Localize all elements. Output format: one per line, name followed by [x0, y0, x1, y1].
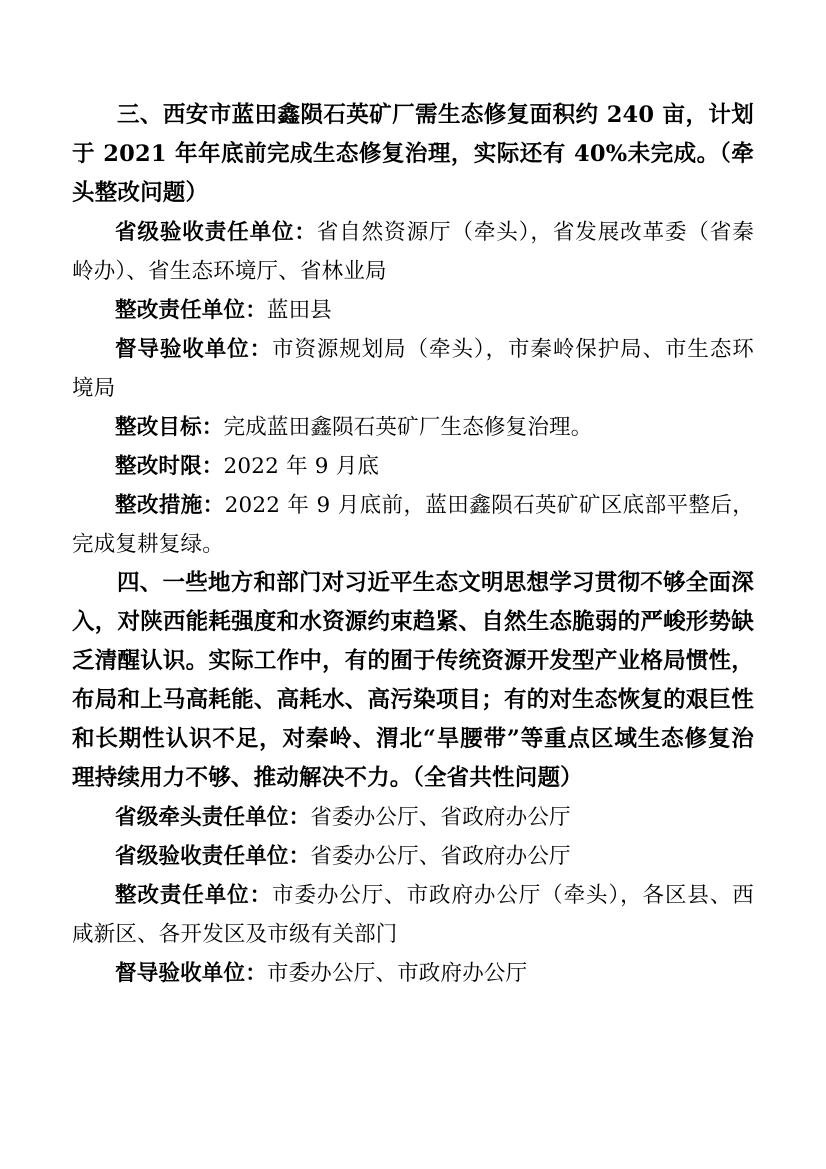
field-line [72, 291, 754, 330]
field-label: 督导验收单位： [115, 961, 267, 986]
field-line [72, 876, 754, 954]
field-value: 省委办公厅、省政府办公厅 [310, 805, 571, 830]
document-body [72, 96, 754, 993]
field-value: 市委办公厅、市政府办公厅 [266, 961, 528, 986]
field-value: 市委办公厅、市政府办公厅（牵头），各区县、西咸新区、各开发区及市级有关部门 [72, 883, 754, 947]
field-value: 省委办公厅、省政府办公厅 [310, 844, 571, 869]
field-label: 整改目标： [115, 415, 224, 440]
field-label: 督导验收单位： [115, 337, 273, 362]
field-line [72, 213, 754, 291]
field-label: 省级牵头责任单位： [115, 805, 311, 830]
field-value: 完成蓝田鑫陨石英矿厂生态修复治理。 [223, 415, 593, 440]
field-value: 2022 年 9 月底前，蓝田鑫陨石英矿矿区底部平整后，完成复耕复绿。 [72, 493, 754, 557]
section-heading-four: 四、一些地方和部门对习近平生态文明思想学习贯彻不够全面深入，对陕西能耗强度和水资源约束趋紧、自然生态脆弱的严峻形势缺乏清醒认识。实际工作中，有的囿于传统资源开发型产业格局惯性，布局和上马高耗能、高耗水、高污染项目；有的对生态恢复的艰巨性和长期性认识不足，对秦岭、渭北“旱腰带”等重点区域生态修复治理持续用力不够、推动解决不力。（全省共性问题） [72, 570, 754, 791]
field-label: 省级验收责任单位： [115, 844, 311, 869]
field-line [72, 954, 754, 993]
field-line [72, 837, 754, 876]
field-label: 整改责任单位： [115, 298, 267, 323]
field-label: 整改时限： [115, 454, 224, 479]
field-line [72, 330, 754, 408]
field-value: 2022 年 9 月底 [223, 454, 380, 479]
field-line [72, 486, 754, 564]
field-value: 蓝田县 [266, 298, 333, 323]
field-value: 市资源规划局（牵头），市秦岭保护局、市生态环境局 [72, 337, 754, 401]
field-line [72, 408, 754, 447]
field-label: 整改责任单位： [115, 883, 273, 908]
field-line [72, 798, 754, 837]
field-label: 省级验收责任单位： [115, 220, 317, 245]
field-label: 整改措施： [115, 493, 225, 518]
section-heading-three: 三、西安市蓝田鑫陨石英矿厂需生态修复面积约 240 亩，计划于 2021 年年底前完成生态修复治理，实际还有 40%未完成。（牵头整改问题） [72, 102, 754, 206]
field-line [72, 447, 754, 486]
field-value: 省自然资源厅（牵头），省发展改革委（省秦岭办）、省生态环境厅、省林业局 [72, 220, 754, 284]
